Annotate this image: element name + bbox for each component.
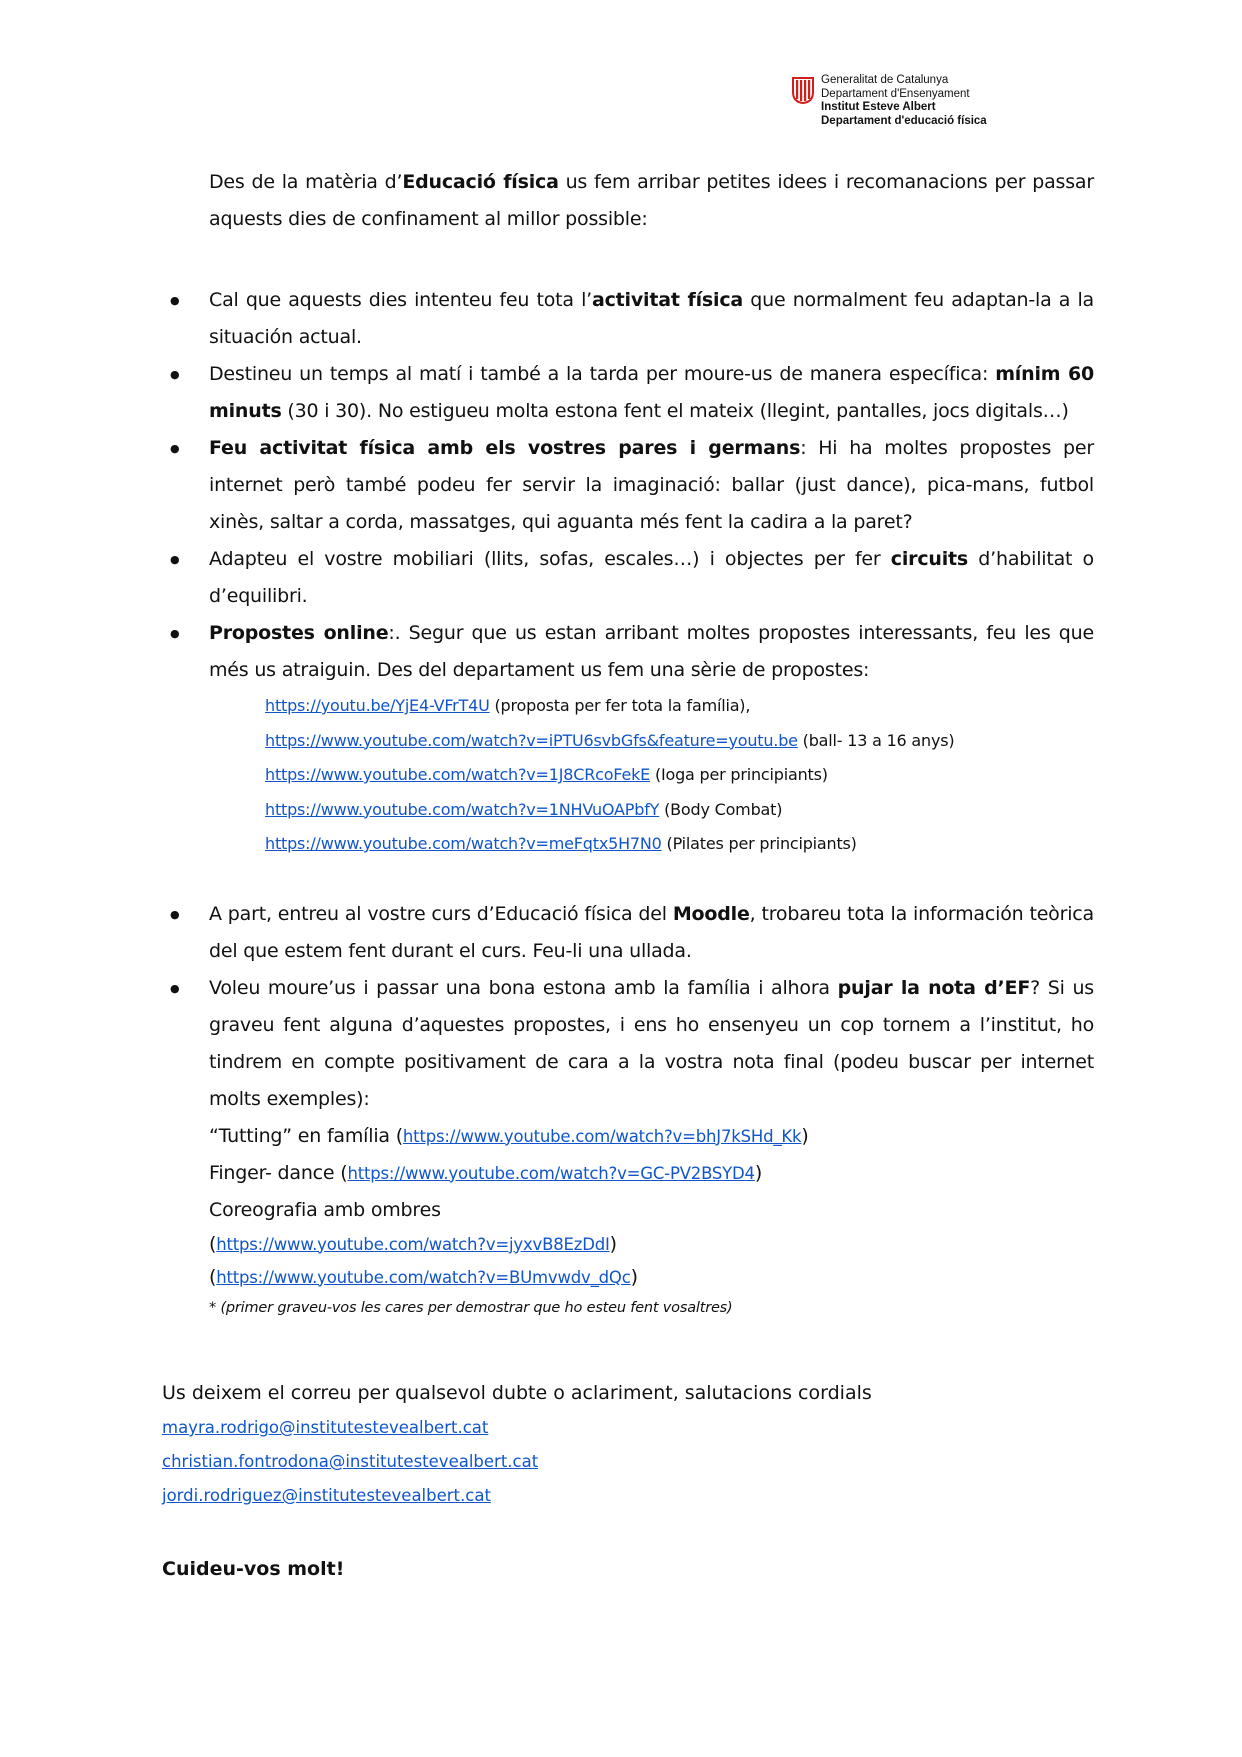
- list-item: ● Destineu un temps al matí i també a la tarda per moure-us de manera específica: mínim 60 minuts (30 i 30). No estigueu molta estona fent el mateix (llegint, pantalles, jocs digitals…): [168, 356, 1094, 430]
- video-link[interactable]: https://www.youtube.com/watch?v=1J8CRcoFekE: [265, 765, 651, 784]
- header-line-institute: Institut Esteve Albert: [821, 101, 936, 113]
- link-row: https://www.youtube.com/watch?v=1NHVuOAPbfY (Body Combat): [265, 799, 783, 819]
- coreography-link-1[interactable]: https://www.youtube.com/watch?v=jyxvB8EzDdI: [216, 1234, 610, 1254]
- recording-note: * (primer graveu-vos les cares per demostrar que ho esteu fent vosaltres): [209, 1299, 733, 1316]
- intro-paragraph: Des de la matèria d’Educació física us fem arribar petites idees i recomanacions per passar aquests dies de confinament al millor possible:: [209, 171, 1094, 230]
- coreography-row: (https://www.youtube.com/watch?v=jyxvB8EzDdI): [209, 1232, 617, 1255]
- link-row: https://www.youtube.com/watch?v=meFqtx5H7N0 (Pilates per principiants): [265, 834, 857, 853]
- intro-bold: Educació física: [402, 171, 559, 193]
- email-link[interactable]: mayra.rodrigo@institutestevealbert.cat: [162, 1418, 489, 1437]
- video-link[interactable]: https://www.youtube.com/watch?v=meFqtx5H7N0: [265, 834, 662, 853]
- contact-section: [162, 1375, 872, 1513]
- tutting-link[interactable]: https://www.youtube.com/watch?v=bhJ7kSHd_Kk: [402, 1126, 802, 1146]
- coreography-row: (https://www.youtube.com/watch?v=BUmvwdv_dQc): [209, 1265, 638, 1288]
- email-link[interactable]: christian.fontrodona@institutestevealbert.cat: [162, 1452, 539, 1471]
- list-item: ● A part, entreu al vostre curs d’Educació física del Moodle, trobareu tota la información teòrica del que estem fent durant el curs. Feu-li una ullada.: [168, 896, 1094, 970]
- examples-block: [209, 1118, 1094, 1322]
- header-line-department: Departament d'Ensenyament: [821, 87, 970, 100]
- letterhead: [791, 74, 987, 128]
- tutting-row: “Tutting” en família (https://www.youtube.com/watch?v=bhJ7kSHd_Kk): [209, 1124, 809, 1147]
- finger-dance-row: Finger- dance (https://www.youtube.com/watch?v=GC-PV2BSYD4): [209, 1161, 763, 1184]
- online-links-list: [209, 689, 1094, 862]
- generalitat-logo-icon: [791, 76, 815, 104]
- list-item: ● Adapteu el vostre mobiliari (llits, sofas, escales…) i objectes per fer circuits d’habilitat o d’equilibri.: [168, 541, 1094, 615]
- link-row: https://www.youtube.com/watch?v=1J8CRcoFekE (Ioga per principiants): [265, 765, 828, 784]
- link-row: https://youtu.be/YjE4-VFrT4U (proposta per fer tota la família),: [265, 696, 751, 715]
- header-line-generalitat: Generalitat de Catalunya: [821, 74, 949, 86]
- coreography-label: Coreografia amb ombres: [209, 1198, 441, 1221]
- coreography-link-2[interactable]: https://www.youtube.com/watch?v=BUmvwdv_dQc: [216, 1267, 631, 1287]
- contact-text: Us deixem el correu per qualsevol dubte o aclariment, salutacions cordials: [162, 1382, 872, 1404]
- list-item: ● Propostes online:. Segur que us estan arribant moltes propostes interessants, feu les que més us atraiguin. Des del departament us fem una sèrie de propostes: https://youtu.be/YjE4-VFrT4U (proposta per fer tota la família), https://www.youtube.com/watch?v=iPTU6svbGfs&feature=youtu.be (ball- 13 a 16 anys) https://www.youtube.com/watch?v=1J8CRcoFekE (Ioga per principiants) https://www.youtube.com/watch?v=1NHVuOAPbfY (Body Combat) https://www.youtube.com/watch?v=meFqtx5H7N0 (Pilates per principiants): [168, 615, 1094, 862]
- video-link[interactable]: https://www.youtube.com/watch?v=1NHVuOAPbfY: [265, 799, 660, 819]
- email-link[interactable]: jordi.rodriguez@institutestevealbert.cat: [162, 1486, 491, 1505]
- header-line-pe-department: Departament d'educació física: [821, 114, 987, 127]
- recommendations-list: [168, 282, 1094, 1322]
- finger-dance-link[interactable]: https://www.youtube.com/watch?v=GC-PV2BSYD4: [347, 1163, 755, 1183]
- list-item: ● Cal que aquests dies intenteu feu tota l’activitat física que normalment feu adaptan-la a la situación actual.: [168, 282, 1094, 356]
- video-link[interactable]: https://www.youtube.com/watch?v=iPTU6svbGfs&feature=youtu.be: [265, 730, 798, 750]
- list-item: ● Voleu moure’us i passar una bona estona amb la família i alhora pujar la nota d’EF? Si us graveu fent alguna d’aquestes propostes, i ens ho ensenyeu un cop tornem a l’institut, ho tindrem en compte positivament de cara a la vostra nota final (podeu buscar per internet molts exemples): “Tutting” en família (https://www.youtube.com/watch?v=bhJ7kSHd_Kk) Finger- dance (https://www.youtube.com/watch?v=GC-PV2BSYD4) Coreografia amb ombres (https://www.youtube.com/watch?v=jyxvB8EzDdI) (https://www.youtube.com/watch?v=BUmvwdv_dQc) * (primer graveu-vos les cares per demostrar que ho esteu fent vosaltres): [168, 970, 1094, 1322]
- video-link[interactable]: https://youtu.be/YjE4-VFrT4U: [265, 696, 490, 715]
- list-item: ● Feu activitat física amb els vostres pares i germans: Hi ha moltes propostes per internet però també podeu fer servir la imaginació: ballar (just dance), pica-mans, futbol xinès, saltar a corda, massatges, qui aguanta més fent la cadira a la paret?: [168, 430, 1094, 541]
- link-row: https://www.youtube.com/watch?v=iPTU6svbGfs&feature=youtu.be (ball- 13 a 16 anys): [265, 730, 955, 750]
- closing-text: Cuideu-vos molt!: [162, 1558, 345, 1580]
